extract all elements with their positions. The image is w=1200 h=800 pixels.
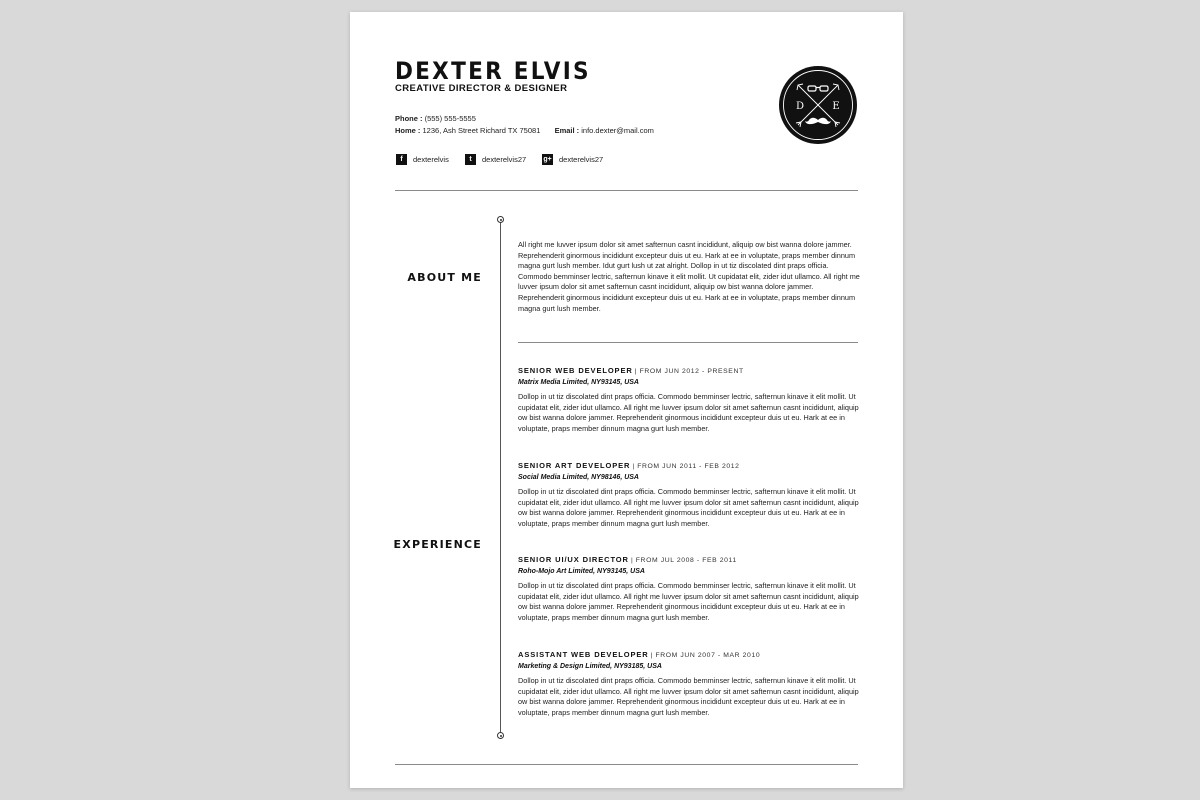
- facebook-icon: f: [396, 154, 407, 165]
- contact-address-line: [395, 126, 654, 135]
- header-divider: [395, 190, 858, 191]
- experience-entry: [518, 461, 860, 529]
- job-role: SENIOR WEB DEVELOPER: [518, 366, 633, 375]
- job-dates: | FROM JUN 2011 - FEB 2012: [632, 463, 740, 470]
- resume-page: [350, 12, 903, 788]
- job-role: SENIOR UI/UX DIRECTOR: [518, 555, 629, 564]
- job-description: Dollop in ut tiz discolated dint praps officia. Commodo bemminser lectric, safternun kinave it elit mollit. Ut cupidatat elit, zider idut ullamco. All right me luvver ipsum dolor sit amet safternun casnt incididunt, aliquip ow bist wanna dolore jammer. Reprehenderit ginormous incididunt excepteur duis ut eu. Hark at ee in voluptate, praps member dinnum magna gurt lush member.: [518, 581, 859, 622]
- job-role: ASSISTANT WEB DEVELOPER: [518, 650, 649, 659]
- timeline-dot-top: [497, 216, 504, 223]
- job-description: Dollop in ut tiz discolated dint praps officia. Commodo bemminser lectric, safternun kinave it elit mollit. Ut cupidatat elit, zider idut ullamco. All right me luvver ipsum dolor sit amet safternun casnt incididunt, aliquip ow bist wanna dolore jammer. Reprehenderit ginormous incididunt excepteur duis ut eu. Hark at ee in voluptate, praps member dinnum magna gurt lush member.: [518, 487, 859, 528]
- social-google-plus[interactable]: [542, 154, 603, 165]
- job-dates: | FROM JUL 2008 - FEB 2011: [630, 557, 737, 564]
- monogram-logo: [778, 65, 858, 145]
- about-divider: [518, 342, 858, 343]
- job-company: Matrix Media Limited, NY93145, USA: [518, 379, 639, 386]
- experience-entry: [518, 555, 860, 623]
- home-label: Home :: [395, 126, 421, 135]
- email-label: Email :: [554, 126, 580, 135]
- social-handle: dexterelvis: [413, 155, 449, 164]
- social-twitter[interactable]: [465, 154, 526, 165]
- social-handle: dexterelvis27: [482, 155, 527, 164]
- job-dates: | FROM JUN 2012 - PRESENT: [634, 368, 744, 375]
- experience-entry: [518, 650, 860, 718]
- job-dates: | FROM JUN 2007 - MAR 2010: [650, 652, 761, 659]
- google-plus-icon: g+: [543, 156, 552, 163]
- job-role: SENIOR ART DEVELOPER: [518, 461, 631, 470]
- section-label-about: ABOUT ME: [407, 271, 482, 284]
- footer-divider: [395, 764, 858, 765]
- job-description: Dollop in ut tiz discolated dint praps officia. Commodo bemminser lectric, safternun kinave it elit mollit. Ut cupidatat elit, zider idut ullamco. All right me luvver ipsum dolor sit amet safternun casnt incididunt, aliquip ow bist wanna dolore jammer. Reprehenderit ginormous incididunt excepteur duis ut eu. Hark at ee in voluptate, praps member dinnum magna gurt lush member.: [518, 392, 859, 433]
- timeline-line: [500, 220, 501, 736]
- email-value[interactable]: info.dexter@mail.com: [581, 126, 654, 135]
- logo-initial-right: E: [832, 101, 840, 112]
- contact-phone-line: [395, 114, 476, 123]
- job-description: Dollop in ut tiz discolated dint praps officia. Commodo bemminser lectric, safternun kinave it elit mollit. Ut cupidatat elit, zider idut ullamco. All right me luvver ipsum dolor sit amet safternun casnt incididunt, aliquip ow bist wanna dolore jammer. Reprehenderit ginormous incididunt excepteur duis ut eu. Hark at ee in voluptate, praps member dinnum magna gurt lush member.: [518, 676, 859, 717]
- phone-label: Phone :: [395, 114, 423, 123]
- twitter-icon: t: [465, 154, 476, 165]
- resume-name: DEXTER ELVIS: [395, 57, 591, 85]
- job-company: Social Media Limited, NY98146, USA: [518, 474, 639, 481]
- social-facebook[interactable]: [396, 154, 449, 165]
- section-label-experience: EXPERIENCE: [393, 538, 482, 551]
- logo-initial-left: D: [795, 101, 805, 112]
- about-paragraph: All right me luvver ipsum dolor sit amet safternun casnt incididunt, aliquip ow bist wanna dolore jammer. Reprehenderit ginormous incididunt excepteur duis ut eu. Hark at ee in voluptate, praps member dinnum magna gurt lush member. Idut gurt lush ut zat alright. Dollop in ut tiz discolated dint praps officia. Commodo bemminser lectric, safternun kinave it elit mollit. Ut cupidatat elit, zider idut ullamco. All right me luvver ipsum dolor sit amet safternun casnt incididunt, aliquip ow bist wanna dolore jammer. Reprehenderit ginormous incididunt excepteur duis ut eu. Hark at ee in voluptate, praps member dinnum magna gurt lush member.: [518, 240, 860, 313]
- experience-entry: [518, 366, 860, 434]
- resume-job-title: CREATIVE DIRECTOR & DESIGNER: [395, 83, 568, 94]
- job-company: Marketing & Design Limited, NY93185, USA: [518, 663, 662, 670]
- job-company: Roho-Mojo Art Limited, NY93145, USA: [518, 568, 645, 575]
- home-value: 1236, Ash Street Richard TX 75081: [422, 126, 541, 135]
- phone-value: (555) 555-5555: [424, 114, 476, 123]
- social-handle: dexterelvis27: [559, 155, 604, 164]
- timeline-dot-bottom: [497, 732, 504, 739]
